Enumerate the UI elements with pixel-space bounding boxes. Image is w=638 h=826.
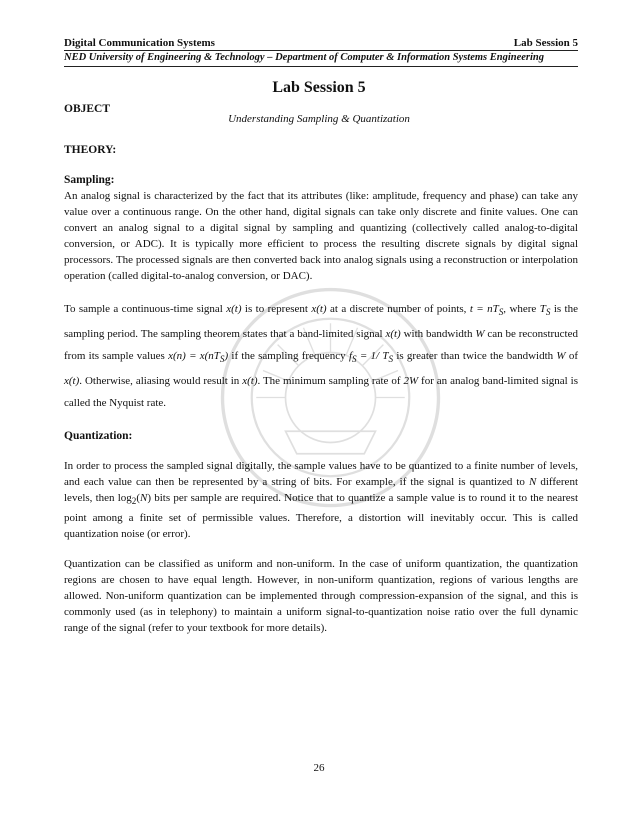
header-session-label: Lab Session 5 xyxy=(513,37,578,49)
object-label: OBJECT xyxy=(64,103,111,115)
theory-heading: THEORY: xyxy=(64,144,117,156)
header-rule-bottom xyxy=(64,66,578,67)
document-body xyxy=(64,142,578,650)
running-header xyxy=(64,37,578,49)
header-department-line: NED University of Engineering & Technology – Department of Computer & Information Systems Engineering xyxy=(64,52,545,63)
quantization-heading: Quantization: xyxy=(64,430,133,443)
lab-subtitle: Understanding Sampling & Quantization xyxy=(228,113,410,125)
lab-title: Lab Session 5 xyxy=(272,79,366,96)
sampling-paragraph-1: An analog signal is characterized by the fact that its attributes (like: amplitude, frequency and phase) can take any value over a continuous range. On the other hand, digital signals can take only discrete and finite values. One can convert an analog signal to a digital signal by sampling and quantizing (collectively called analog-to-digital conversion, or ADC). It is typically more efficient to process the resulting discrete signals by digital signal processors. The processed signals are then converted back into analog signals using a reconstruction or interpolation operation (called digital-to-analog conversion, or DAC). xyxy=(64,190,578,282)
quantization-paragraph-1: In order to process the sampled signal digitally, the sample values have to be quantized to a finite number of levels, and each value can then be represented by a string of bits. For example, if the signal is quantized to N different levels, then $\log_2(N)$ bits per sample are required. Notice that to quantize a sample value is to round it to the nearest point among a finite set of permissible values. Therefore, a distortion will inevitably occur. This is called quantization noise (or error). xyxy=(64,460,578,540)
quantization-paragraph-2: Quantization can be classified as uniform and non-uniform. In the case of uniform quantization, the quantization regions are chosen to have equal length. However, in non-uniform quantization, regions of various lengths are allowed. Non-uniform quantization can be implemented through compression-expansion of the signal, and this is commonly used (as in telephony) to maintain a uniform signal-to-quantization noise ratio over the full dynamic range of the signal (refer to your textbook for more details). xyxy=(64,557,578,634)
header-rule-top xyxy=(64,50,578,51)
page-number: 26 xyxy=(313,762,325,774)
header-course-title: Digital Communication Systems xyxy=(64,37,215,49)
sampling-heading: Sampling: xyxy=(64,174,115,186)
sampling-paragraph-2: To sample a continuous-time signal x(t) is to represent x(t) at a discrete number of points, $t = nT_S$, where $T_S$ is the sampling period. The sampling theorem states that a band-limited signal x(t) with bandwidth W can be reconstructed from its sample values $x(n) = x(nT_S)$ if the sampling frequency $f_S = 1/$ $T_S$ is greater than twice the bandwidth W of x(t). Otherwise, aliasing would result in x(t). The minimum sampling rate of 2W for an analog band-limited signal is called the Nyquist rate. xyxy=(64,303,579,410)
